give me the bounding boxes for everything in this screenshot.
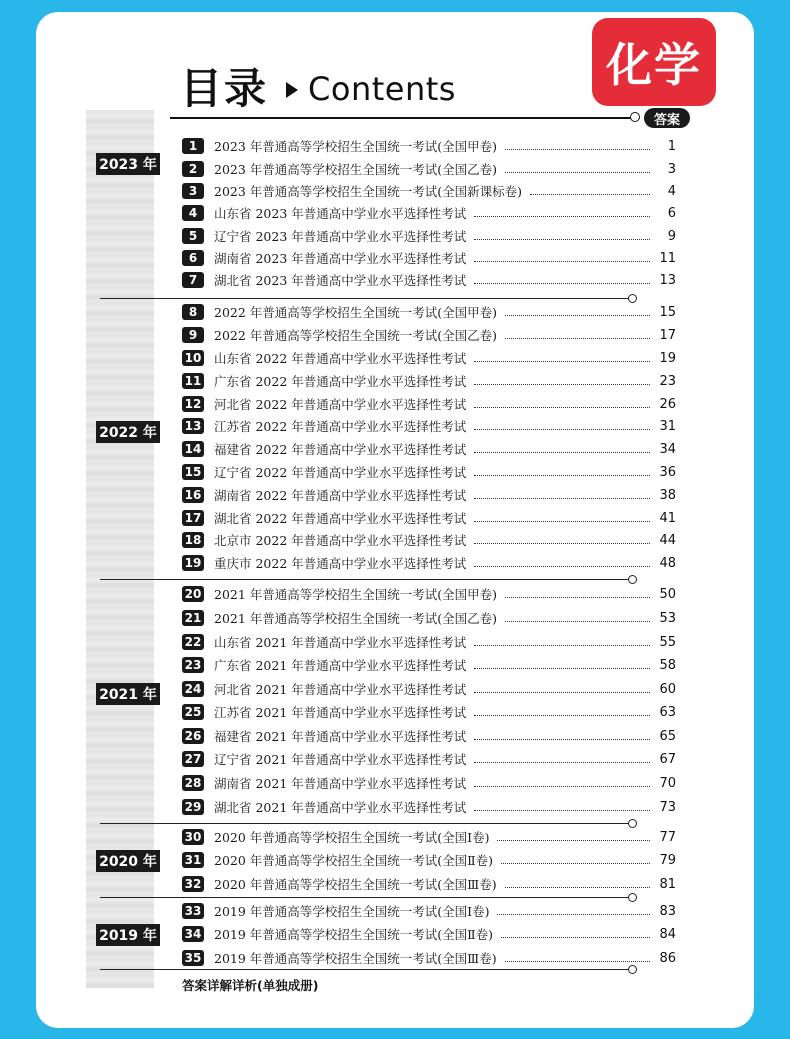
toc-entry[interactable]	[182, 850, 676, 870]
leader-dots	[501, 937, 650, 938]
entry-number: 15	[182, 464, 204, 480]
leader-dots	[501, 863, 650, 864]
entry-number: 6	[182, 250, 204, 266]
entry-page: 63	[659, 704, 676, 720]
entry-page: 3	[667, 161, 676, 177]
leader-dots	[474, 668, 650, 669]
entry-number: 2	[182, 161, 204, 177]
leader-dots	[474, 786, 650, 787]
entry-page: 83	[659, 903, 676, 919]
entry-page: 60	[659, 681, 676, 697]
entry-title: 广东省 2022 年普通高中学业水平选择性考试	[214, 374, 467, 389]
entry-title: 2022 年普通高等学校招生全国统一考试(全国甲卷)	[214, 305, 498, 320]
toc-entry[interactable]	[182, 679, 676, 699]
entry-title: 2021 年普通高等学校招生全国统一考试(全国乙卷)	[214, 611, 498, 626]
leader-dots	[505, 887, 650, 888]
leader-dots	[474, 498, 650, 499]
leader-dots	[474, 429, 650, 430]
toc-entry[interactable]	[182, 608, 676, 628]
entry-number: 31	[182, 852, 204, 868]
entry-title: 2019 年普通高等学校招生全国统一考试(全国Ⅱ卷)	[214, 927, 494, 942]
leader-dots	[497, 914, 650, 915]
entry-title: 湖南省 2021 年普通高中学业水平选择性考试	[214, 776, 467, 791]
leader-dots	[474, 475, 650, 476]
entry-number: 16	[182, 487, 204, 503]
entry-page: 23	[659, 373, 676, 389]
entry-number: 19	[182, 555, 204, 571]
entry-title: 2021 年普通高等学校招生全国统一考试(全国甲卷)	[214, 587, 498, 602]
entry-title: 湖南省 2022 年普通高中学业水平选择性考试	[214, 488, 467, 503]
toc-entry[interactable]	[182, 924, 676, 944]
entry-page: 73	[659, 799, 676, 815]
entry-title: 北京市 2022 年普通高中学业水平选择性考试	[214, 533, 467, 548]
leader-dots	[505, 149, 650, 150]
toc-entry[interactable]	[182, 371, 676, 391]
entry-page: 50	[659, 586, 676, 602]
leader-dots	[474, 692, 650, 693]
entry-title: 江苏省 2021 年普通高中学业水平选择性考试	[214, 705, 467, 720]
section-separator	[100, 897, 630, 898]
entry-number: 18	[182, 532, 204, 548]
entry-page: 4	[667, 183, 676, 199]
entry-title: 2020 年普通高等学校招生全国统一考试(全国Ⅰ卷)	[214, 830, 490, 845]
entry-page: 81	[659, 876, 676, 892]
entry-title: 2020 年普通高等学校招生全国统一考试(全国Ⅲ卷)	[214, 877, 497, 892]
entry-title: 湖北省 2022 年普通高中学业水平选择性考试	[214, 511, 467, 526]
leader-dots	[505, 338, 650, 339]
entry-page: 77	[659, 829, 676, 845]
entry-page: 44	[659, 532, 676, 548]
entry-page: 67	[659, 751, 676, 767]
year-label-2020: 2020 年	[96, 850, 160, 872]
entry-page: 11	[659, 250, 676, 266]
toc-entry[interactable]	[182, 181, 676, 201]
leader-dots	[497, 840, 650, 841]
entry-title: 2023 年普通高等学校招生全国统一考试(全国新课标卷)	[214, 184, 523, 199]
entry-page: 48	[659, 555, 676, 571]
entry-page: 36	[659, 464, 676, 480]
toc-entry[interactable]	[182, 530, 676, 550]
leader-dots	[474, 521, 650, 522]
entry-page: 13	[659, 272, 676, 288]
entry-title: 湖南省 2023 年普通高中学业水平选择性考试	[214, 251, 467, 266]
entry-title: 2023 年普通高等学校招生全国统一考试(全国乙卷)	[214, 162, 498, 177]
entry-page: 17	[659, 327, 676, 343]
entry-number: 35	[182, 950, 204, 966]
answer-column-label: 答案	[644, 108, 690, 128]
entry-page: 38	[659, 487, 676, 503]
entry-number: 26	[182, 728, 204, 744]
toc-entry[interactable]	[182, 827, 676, 847]
leader-dots	[474, 810, 650, 811]
entry-number: 25	[182, 704, 204, 720]
entry-title: 山东省 2021 年普通高中学业水平选择性考试	[214, 635, 467, 650]
entry-title: 2023 年普通高等学校招生全国统一考试(全国甲卷)	[214, 139, 498, 154]
leader-dots	[474, 239, 650, 240]
entry-page: 1	[667, 138, 676, 154]
triangle-icon	[286, 82, 298, 98]
entry-title: 湖北省 2021 年普通高中学业水平选择性考试	[214, 800, 467, 815]
entry-title: 山东省 2023 年普通高中学业水平选择性考试	[214, 206, 467, 221]
entry-number: 5	[182, 228, 204, 244]
entry-page: 41	[659, 510, 676, 526]
leader-dots	[474, 361, 650, 362]
leader-dots	[505, 172, 650, 173]
entry-page: 55	[659, 634, 676, 650]
leader-dots	[505, 597, 650, 598]
entry-number: 34	[182, 926, 204, 942]
leader-dots	[505, 315, 650, 316]
toc-entry[interactable]	[182, 702, 676, 722]
entry-page: 34	[659, 441, 676, 457]
leader-dots	[474, 762, 650, 763]
toc-entry[interactable]	[182, 901, 676, 921]
toc-entry[interactable]	[182, 248, 676, 268]
toc-entry[interactable]	[182, 553, 676, 573]
entry-number: 30	[182, 829, 204, 845]
toc-entry[interactable]	[182, 632, 676, 652]
entry-number: 7	[182, 272, 204, 288]
toc-entry[interactable]	[182, 348, 676, 368]
title-divider	[170, 117, 632, 119]
entry-number: 27	[182, 751, 204, 767]
toc-entry[interactable]	[182, 508, 676, 528]
entry-number: 14	[182, 441, 204, 457]
toc-entry[interactable]	[182, 773, 676, 793]
entry-number: 21	[182, 610, 204, 626]
leader-dots	[474, 261, 650, 262]
footer-note: 答案详解详析(单独成册)	[182, 978, 319, 993]
entry-page: 58	[659, 657, 676, 673]
year-label-2023: 2023 年	[96, 153, 160, 175]
entry-title: 辽宁省 2022 年普通高中学业水平选择性考试	[214, 465, 467, 480]
entry-number: 33	[182, 903, 204, 919]
toc-entry[interactable]	[182, 874, 676, 894]
toc-entry[interactable]	[182, 226, 676, 246]
entry-page: 53	[659, 610, 676, 626]
toc-entry[interactable]	[182, 394, 676, 414]
toc-entry[interactable]	[182, 159, 676, 179]
entry-title: 2022 年普通高等学校招生全国统一考试(全国乙卷)	[214, 328, 498, 343]
entry-number: 17	[182, 510, 204, 526]
entry-number: 11	[182, 373, 204, 389]
toc-entry[interactable]	[182, 948, 676, 968]
year-label-2021: 2021 年	[96, 683, 160, 705]
page-title	[180, 62, 456, 112]
entry-page: 31	[659, 418, 676, 434]
entry-title: 2019 年普通高等学校招生全国统一考试(全国Ⅲ卷)	[214, 951, 497, 966]
leader-dots	[474, 452, 650, 453]
leader-dots	[505, 961, 650, 962]
entry-title: 福建省 2022 年普通高中学业水平选择性考试	[214, 442, 467, 457]
separator-circle-icon	[628, 575, 637, 584]
toc-entry[interactable]	[182, 136, 676, 156]
entry-number: 20	[182, 586, 204, 602]
entry-number: 22	[182, 634, 204, 650]
section-separator	[100, 823, 630, 824]
entry-title: 河北省 2022 年普通高中学业水平选择性考试	[214, 397, 467, 412]
entry-page: 19	[659, 350, 676, 366]
entry-number: 24	[182, 681, 204, 697]
leader-dots	[474, 407, 650, 408]
entry-number: 23	[182, 657, 204, 673]
leader-dots	[474, 283, 650, 284]
entry-title: 福建省 2021 年普通高中学业水平选择性考试	[214, 729, 467, 744]
entry-title: 重庆市 2022 年普通高中学业水平选择性考试	[214, 556, 467, 571]
entry-title: 河北省 2021 年普通高中学业水平选择性考试	[214, 682, 467, 697]
entry-title: 广东省 2021 年普通高中学业水平选择性考试	[214, 658, 467, 673]
entry-title: 山东省 2022 年普通高中学业水平选择性考试	[214, 351, 467, 366]
subject-badge: 化学	[592, 18, 716, 106]
toc-entry[interactable]	[182, 416, 676, 436]
entry-page: 84	[659, 926, 676, 942]
leader-dots	[505, 621, 650, 622]
entry-title: 湖北省 2023 年普通高中学业水平选择性考试	[214, 273, 467, 288]
toc-entry[interactable]	[182, 325, 676, 345]
toc-entry[interactable]	[182, 462, 676, 482]
toc-entry[interactable]	[182, 797, 676, 817]
entry-title: 江苏省 2022 年普通高中学业水平选择性考试	[214, 419, 467, 434]
toc-entry[interactable]	[182, 439, 676, 459]
entry-page: 79	[659, 852, 676, 868]
leader-dots	[530, 194, 650, 195]
leader-dots	[474, 384, 650, 385]
section-separator	[100, 969, 630, 970]
title-cn: 目录	[180, 64, 269, 113]
entry-number: 13	[182, 418, 204, 434]
entry-page: 9	[667, 228, 676, 244]
entry-number: 29	[182, 799, 204, 815]
entry-number: 10	[182, 350, 204, 366]
entry-title: 2020 年普通高等学校招生全国统一考试(全国Ⅱ卷)	[214, 853, 494, 868]
year-label-2022: 2022 年	[96, 421, 160, 443]
toc-entry[interactable]	[182, 655, 676, 675]
title-en: Contents	[308, 70, 456, 108]
toc-entry[interactable]	[182, 584, 676, 604]
entry-number: 4	[182, 205, 204, 221]
leader-dots	[474, 739, 650, 740]
leader-dots	[474, 645, 650, 646]
toc-entry[interactable]	[182, 485, 676, 505]
leader-dots	[474, 715, 650, 716]
leader-dots	[474, 543, 650, 544]
divider-circle-icon	[630, 112, 640, 122]
section-separator	[100, 298, 630, 299]
entry-page: 6	[667, 205, 676, 221]
entry-title: 2019 年普通高等学校招生全国统一考试(全国Ⅰ卷)	[214, 904, 490, 919]
entry-number: 32	[182, 876, 204, 892]
section-separator	[100, 579, 630, 580]
entry-number: 1	[182, 138, 204, 154]
toc-entry[interactable]	[182, 302, 676, 322]
entry-page: 70	[659, 775, 676, 791]
entry-title: 辽宁省 2021 年普通高中学业水平选择性考试	[214, 752, 467, 767]
entry-title: 辽宁省 2023 年普通高中学业水平选择性考试	[214, 229, 467, 244]
toc-entry[interactable]	[182, 749, 676, 769]
entry-page: 26	[659, 396, 676, 412]
entry-number: 12	[182, 396, 204, 412]
entry-page: 65	[659, 728, 676, 744]
toc-entry[interactable]	[182, 270, 676, 290]
leader-dots	[474, 566, 650, 567]
toc-entry[interactable]	[182, 726, 676, 746]
entry-number: 9	[182, 327, 204, 343]
leader-dots	[474, 216, 650, 217]
entry-number: 3	[182, 183, 204, 199]
year-label-2019: 2019 年	[96, 924, 160, 946]
toc-entry[interactable]	[182, 203, 676, 223]
entry-page: 86	[659, 950, 676, 966]
entry-number: 8	[182, 304, 204, 320]
entry-number: 28	[182, 775, 204, 791]
entry-page: 15	[659, 304, 676, 320]
